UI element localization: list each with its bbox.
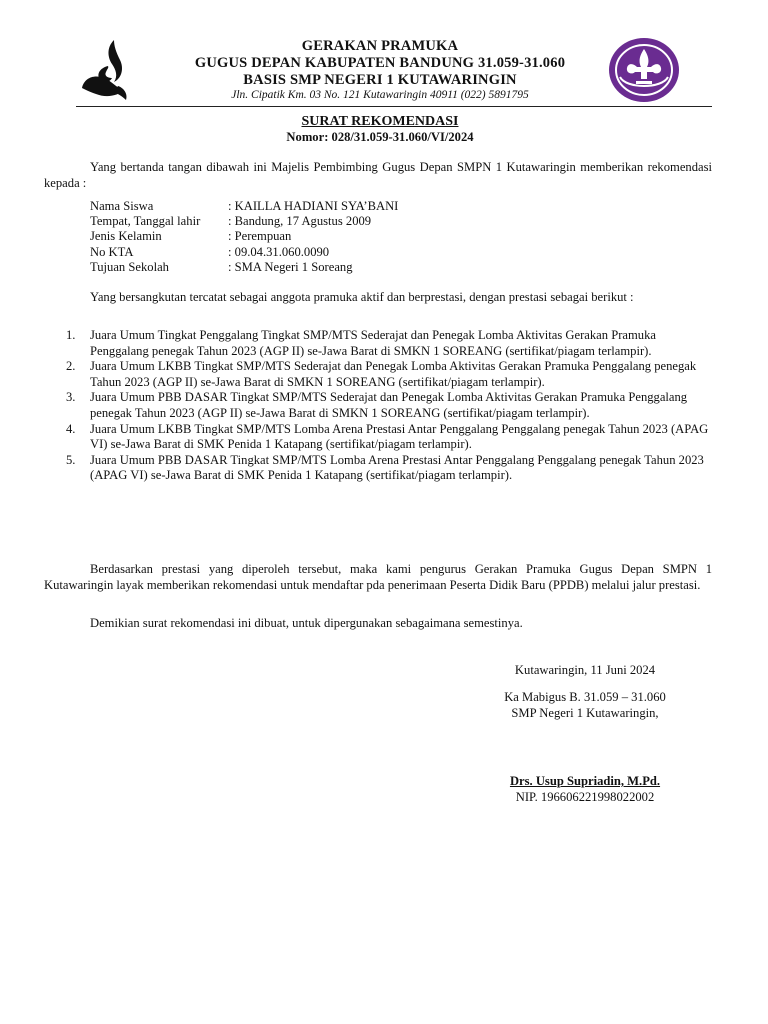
signer-name: Drs. Usup Supriadin, M.Pd. [509,774,661,788]
closing-paragraph: Demikian surat rekomendasi ini dibuat, untuk dipergunakan sebagaimana semestinya. [90,616,523,630]
signer-role: Ka Mabigus B. 31.059 – 31.060 [504,690,666,704]
item-number: 3. [66,390,76,405]
field-row [90,245,398,260]
field-value: : KAILLA HADIANI SYA’BANI [228,199,399,213]
field-label: Jenis Kelamin [90,229,162,244]
header-divider [76,106,712,107]
signer-school: SMP Negeri 1 Kutawaringin, [511,706,659,720]
field-value: : Bandung, 17 Agustus 2009 [228,214,372,229]
field-row [90,214,398,229]
student-details [90,199,398,275]
field-value: : SMA Negeri 1 Soreang [228,259,353,274]
list-item [44,359,712,390]
item-number: 5. [66,452,76,467]
field-row [90,260,398,275]
org-unit: GUGUS DEPAN KABUPATEN BANDUNG 31.059-31.060 [194,55,566,71]
achievement-intro: Yang bersangkutan tercatat sebagai anggota pramuka aktif dan berprestasi, dengan prestasi sebagai berikut : [90,290,634,304]
field-label: Tempat, Tanggal lahir [90,214,201,229]
item-text: Juara Umum LKBB Tingkat SMP/MTS Lomba Arena Prestasi Antar Penggalang Penggalang penegak Tahun 2023 (APAG VI) se-Jawa Barat di SMK Penida 1 Katapang (sertifikat/piagam terlampir). [90,421,709,452]
org-base: BASIS SMP NEGERI 1 KUTAWARINGIN [243,72,517,88]
item-number: 4. [66,421,76,436]
item-text: Juara Umum Tingkat Penggalang Tingkat SMP/MTS Sederajat dan Penegak Lomba Aktivitas Gerakan Pramuka Penggalang penegak Tahun 2023 (AGP II) se-Jawa Barat di SMKN 1 SOREANG (sertifikat/piagam terlampir). [90,328,656,358]
place-date: Kutawaringin, 11 Juni 2024 [514,663,656,677]
field-row [90,199,398,214]
field-label: Nama Siswa [90,199,154,213]
conclusion-paragraph: Berdasarkan prestasi yang diperoleh tersebut, maka kami pengurus Gerakan Pramuka Gugus Depan SMPN 1 Kutawaringin layak memberikan rekomendasi untuk mendaftar pda penerimaan Peserta Didik Baru (PPDB) melalui jalur prestasi. [44,562,712,592]
field-label: No KTA [90,244,134,259]
field-value: : 09.04.31.060.0090 [228,244,330,259]
item-text: Juara Umum PBB DASAR Tingkat SMP/MTS Sederajat dan Penegak Lomba Aktivitas Gerakan Pramuka Penggalang penegak Tahun 2023 (AGP II) se-Jawa Barat di SMKN 1 SOREANG (sertifikat/piagam terlampir). [90,390,688,420]
list-item [44,453,712,484]
achievement-list [44,328,712,484]
field-row [90,229,398,244]
field-value: : Perempuan [228,229,292,244]
org-address: Jln. Cipatik Km. 03 No. 121 Kutawaringin 40911 (022) 5891795 [231,89,529,101]
tunas-kelapa-logo [78,38,136,104]
org-name: GERAKAN PRAMUKA [301,38,459,54]
item-text: Juara Umum PBB DASAR Tingkat SMP/MTS Lomba Arena Prestasi Antar Penggalang Penggalang penegak Tahun 2023 (APAG VI) se-Jawa Barat di SMK Penida 1 Katapang (sertifikat/piagam terlampir). [90,452,704,483]
item-number: 2. [66,359,76,374]
field-label: Tujuan Sekolah [90,259,169,274]
signer-nip: NIP. 196606221998022002 [515,790,655,804]
letter-number: Nomor: 028/31.059-31.060/VI/2024 [286,130,474,144]
letter-title: SURAT REKOMENDASI [301,114,459,129]
list-item [44,390,712,421]
list-item [44,328,712,359]
intro-paragraph: Yang bertanda tangan dibawah ini Majelis Pembimbing Gugus Depan SMPN 1 Kutawaringin memberikan rekomendasi kepada : [44,160,712,190]
item-number: 1. [66,328,76,342]
item-text: Juara Umum LKBB Tingkat SMP/MTS Sederajat dan Penegak Lomba Aktivitas Gerakan Pramuka Penggalang penegak Tahun 2023 (AGP II) se-Jawa Barat di SMKN 1 SOREANG (sertifikat/piagam terlampir). [90,359,697,389]
list-item [44,422,712,453]
